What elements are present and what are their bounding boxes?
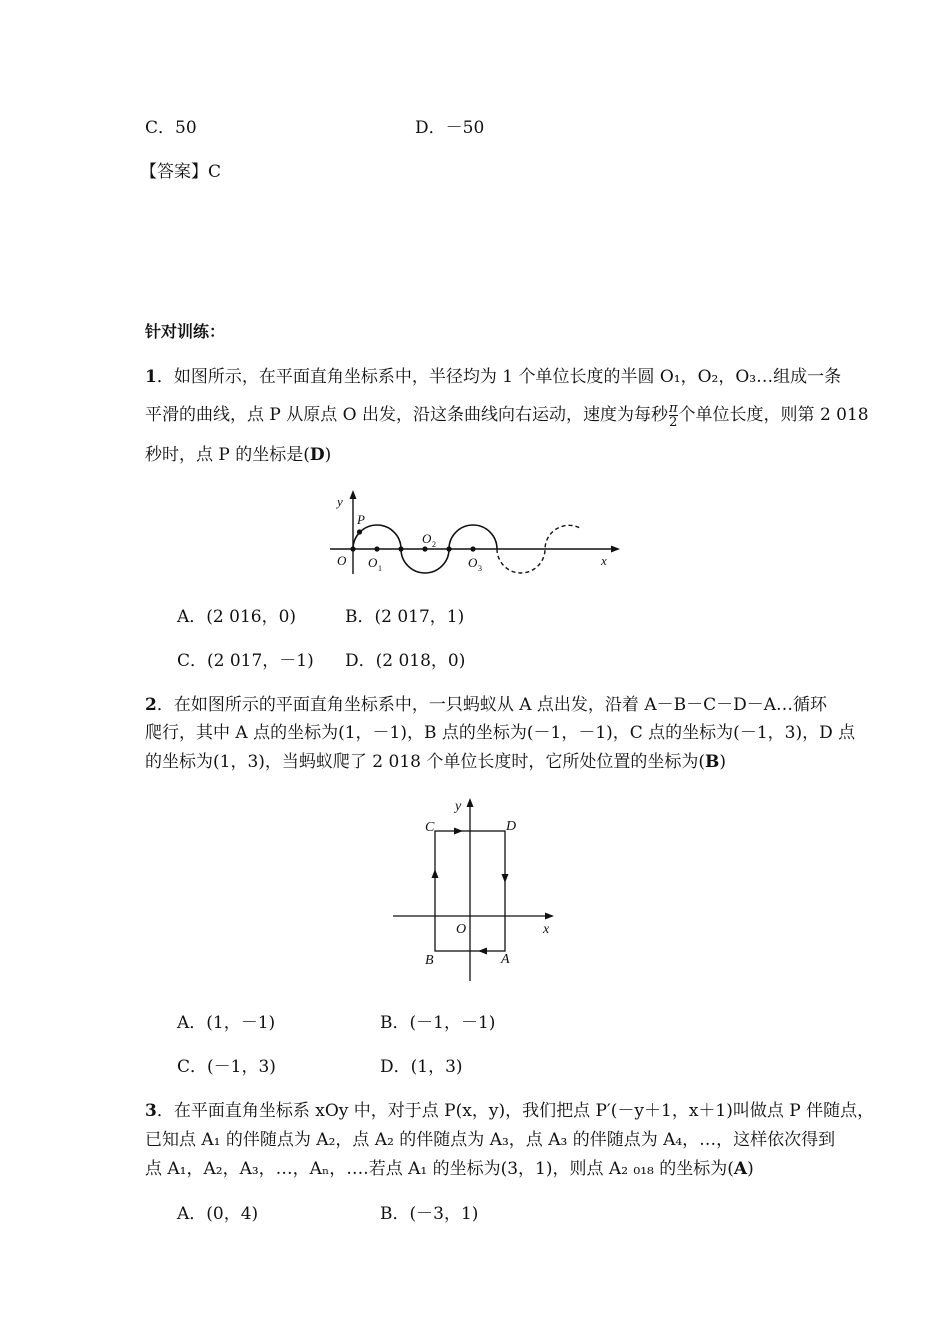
q2-option-b: B．(－1，－1) (380, 1013, 496, 1033)
q1-option-b: B．(2 017，1) (345, 607, 465, 627)
q2-figure (385, 795, 565, 985)
q2-line3 (145, 750, 726, 774)
q2-arrow-c-to-d (454, 828, 463, 835)
q3-line1 (145, 1099, 874, 1123)
q3-line3 (145, 1157, 754, 1181)
q1-o2-label: O (422, 531, 432, 546)
q1-o3-label: O (468, 555, 478, 570)
section-title: 针对训练： (145, 322, 226, 341)
q1-dot-o3 (470, 546, 475, 551)
q1-line2 (145, 402, 869, 429)
q1-text1: 如图所示，在平面直角坐标系中，半径均为 1 个单位长度的半圆 O₁，O₂，O₃…组成一条 (173, 367, 842, 387)
answer-line (140, 160, 221, 184)
pi-over-2-fraction (669, 402, 678, 429)
q1-dot-p (357, 529, 362, 534)
q3-number: 3 (145, 1101, 157, 1121)
q1-line3 (145, 443, 331, 467)
q3-text3a: 点 A₁，A₂，A₃，…，Aₙ，….若点 A₁ 的坐标为(3，1)，则点 A₂ ₀₁₈ 的坐标为( (145, 1159, 734, 1179)
q2-text3a: 的坐标为(1，3)，当蚂蚁爬了 2 018 个单位长度时，它所处位置的坐标为( (145, 752, 706, 772)
q1-origin-label: O (337, 553, 347, 568)
q2-text3b: ) (719, 752, 727, 772)
q2-sep: ． (156, 695, 174, 715)
q1-x-arrow (611, 546, 620, 553)
q2-x-arrow (545, 913, 554, 920)
q1-option-a: A．(2 016，0) (177, 607, 297, 627)
q1-y-label: y (337, 494, 343, 509)
q1-dot-origin (350, 546, 355, 551)
q1-dot-o2 (422, 546, 427, 551)
q2-number: 2 (145, 695, 157, 715)
q3-answer: A (733, 1159, 748, 1179)
q1-text3b: ) (324, 445, 332, 465)
q1-dot-mid2 (446, 546, 451, 551)
q1-option-d: D．(2 018，0) (345, 651, 466, 671)
q2-line2: 爬行，其中 A 点的坐标为(1，－1)，B 点的坐标为(－1，－1)，C 点的坐标为(－1，3)，D 点 (145, 723, 856, 743)
q2-d-label: D (506, 819, 517, 834)
q2-c-label: C (425, 820, 435, 835)
q1-line1 (145, 365, 841, 389)
q1-x-label: x (601, 553, 607, 568)
answer-label: 【答案】 (140, 162, 208, 182)
q2-arrow-d-to-a (502, 874, 509, 883)
answer-value: C (208, 162, 222, 182)
q1-answer: D (309, 445, 325, 465)
q1-o1-label: O (368, 555, 378, 570)
q3-text1: 在平面直角坐标系 xOy 中，对于点 P(x，y)，我们把点 P′(－y＋1，x＋1)叫做点 P 伴随点， (173, 1101, 875, 1121)
q3-line2: 已知点 A₁ 的伴随点为 A₂，点 A₂ 的伴随点为 A₃，点 A₃ 的伴随点为 A₄，…，这样依次得到 (145, 1130, 836, 1150)
q1-o3-sub: 3 (478, 564, 482, 573)
q2-answer: B (705, 752, 720, 772)
q2-text1: 在如图所示的平面直角坐标系中，一只蚂蚁从 A 点出发，沿着 A－B－C－D－A…循环 (173, 695, 828, 715)
q1-p-label: P (357, 512, 365, 527)
q2-arrow-a-to-b (478, 948, 487, 955)
q2-option-c: C．(－1，3) (177, 1057, 276, 1077)
frac-numerator: π (669, 401, 678, 416)
q1-dot-o1 (374, 546, 379, 551)
option-d-prev: D．－50 (415, 118, 485, 138)
option-c-prev: C．50 (145, 118, 197, 138)
q2-option-a: A．(1，－1) (177, 1013, 276, 1033)
q1-dot-mid1 (398, 546, 403, 551)
q2-a-label: A (501, 952, 510, 967)
frac-denominator: 2 (669, 415, 678, 430)
q2-x-label: x (543, 922, 550, 937)
q1-figure (320, 488, 630, 578)
q2-line1 (145, 693, 827, 717)
q1-text3a: 秒时，点 P 的坐标是( (145, 445, 310, 465)
q1-option-c: C．(2 017，－1) (177, 651, 314, 671)
q1-number: 1 (145, 367, 157, 387)
q2-y-arrow (467, 798, 474, 807)
q2-origin-label: O (456, 922, 467, 937)
q3-sep: ． (156, 1101, 174, 1121)
q2-b-label: B (425, 953, 434, 968)
q3-option-b: B．(－3，1) (380, 1204, 479, 1224)
q1-o2-sub: 2 (432, 540, 436, 549)
q2-y-label: y (455, 799, 462, 814)
q3-text3b: ) (747, 1159, 754, 1179)
q1-o1-sub: 1 (378, 564, 382, 573)
q2-arrow-b-to-c (432, 869, 439, 878)
q1-text2b: 个单位长度，则第 2 018 (678, 405, 869, 425)
q3-option-a: A．(0，4) (177, 1204, 259, 1224)
q1-sep: ． (156, 367, 174, 387)
q2-option-d: D．(1，3) (380, 1057, 463, 1077)
q1-text2a: 平滑的曲线，点 P 从原点 O 出发，沿这条曲线向右运动，速度为每秒 (145, 405, 668, 425)
q1-y-arrow (350, 490, 357, 499)
